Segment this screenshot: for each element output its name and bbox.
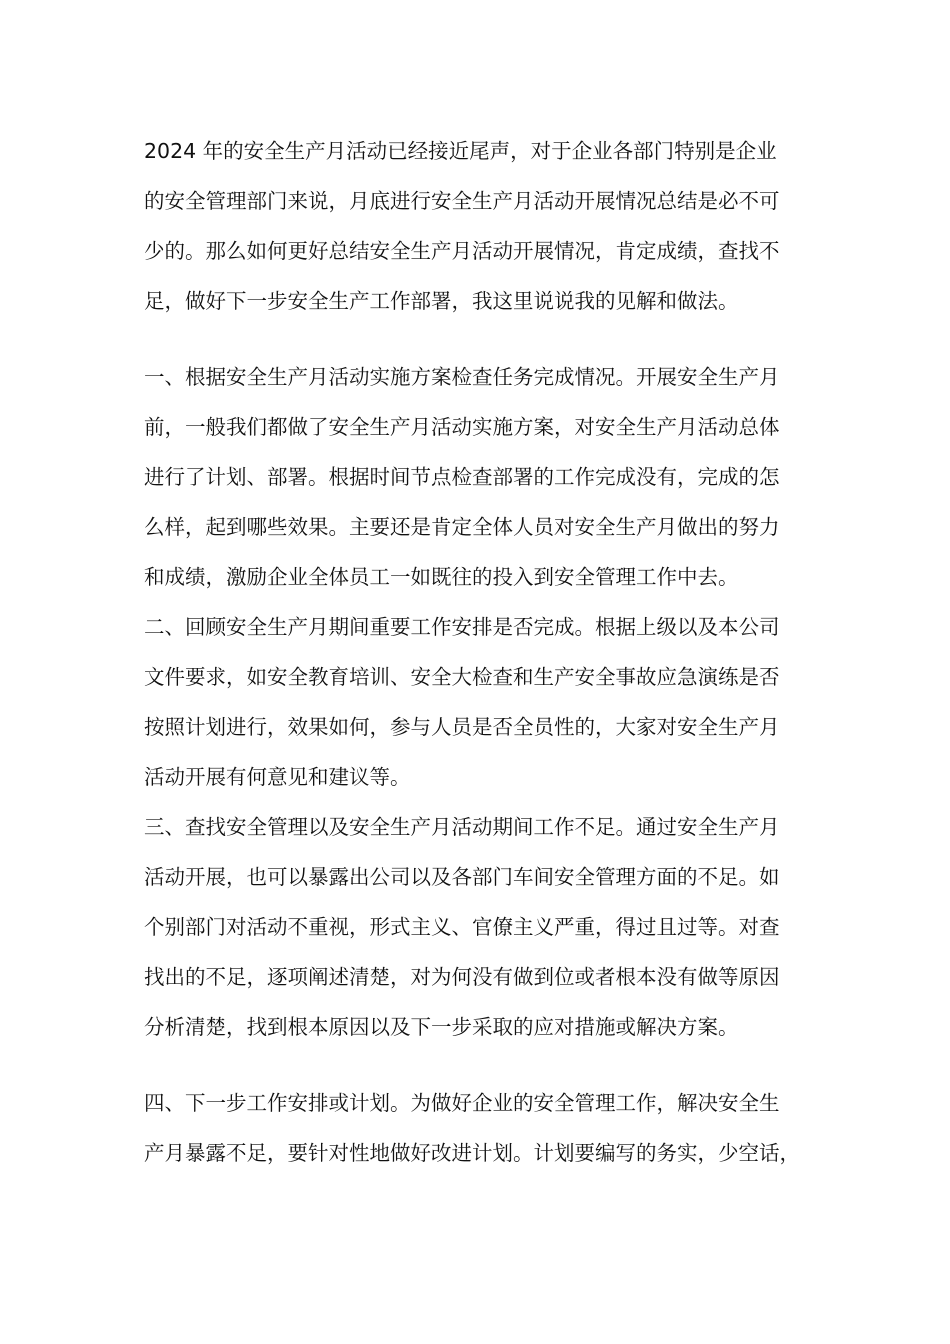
text-line: 么样，起到哪些效果。主要还是肯定全体人员对安全生产月做出的努力 — [144, 515, 780, 539]
text-line: 找出的不足，逐项阐述清楚，对为何没有做到位或者根本没有做等原因 — [144, 965, 780, 989]
paragraph-intro — [144, 126, 824, 326]
text-line: 的安全管理部门来说，月底进行安全生产月活动开展情况总结是必不可 — [144, 189, 780, 213]
text-line: 和成绩，激励企业全体员工一如既往的投入到安全管理工作中去。 — [144, 565, 739, 589]
section-4-heading-line: 四、下一步工作安排或计划。为做好企业的安全管理工作，解决安全生 — [144, 1091, 780, 1115]
text-line: 个别部门对活动不重视，形式主义、官僚主义严重，得过且过等。对查 — [144, 915, 780, 939]
text-line: 活动开展有何意见和建议等。 — [144, 765, 411, 789]
paragraph-sections-1-3 — [144, 352, 824, 1052]
section-2-heading-line: 二、回顾安全生产月期间重要工作安排是否完成。根据上级以及本公司 — [144, 615, 780, 639]
text-line: 按照计划进行，效果如何，参与人员是否全员性的，大家对安全生产月 — [144, 715, 780, 739]
paragraph-section-4 — [144, 1078, 824, 1178]
text-line: 前，一般我们都做了安全生产月活动实施方案，对安全生产月活动总体 — [144, 415, 780, 439]
text-line: 分析清楚，找到根本原因以及下一步采取的应对措施或解决方案。 — [144, 1015, 739, 1039]
section-1-heading-line: 一、根据安全生产月活动实施方案检查任务完成情况。开展安全生产月 — [144, 365, 780, 389]
text-line: 足，做好下一步安全生产工作部署，我这里说说我的见解和做法。 — [144, 289, 739, 313]
text-line: 活动开展，也可以暴露出公司以及各部门车间安全管理方面的不足。如 — [144, 865, 780, 889]
text-line: 文件要求，如安全教育培训、安全大检查和生产安全事故应急演练是否 — [144, 665, 780, 689]
text-line: 产月暴露不足，要针对性地做好改进计划。计划要编写的务实，少空话， — [144, 1141, 800, 1165]
text-line: 2024 年的安全生产月活动已经接近尾声，对于企业各部门特别是企业 — [144, 139, 777, 163]
section-3-heading-line: 三、查找安全管理以及安全生产月活动期间工作不足。通过安全生产月 — [144, 815, 780, 839]
text-line: 少的。那么如何更好总结安全生产月活动开展情况，肯定成绩，查找不 — [144, 239, 780, 263]
text-line: 进行了计划、部署。根据时间节点检查部署的工作完成没有，完成的怎 — [144, 465, 780, 489]
